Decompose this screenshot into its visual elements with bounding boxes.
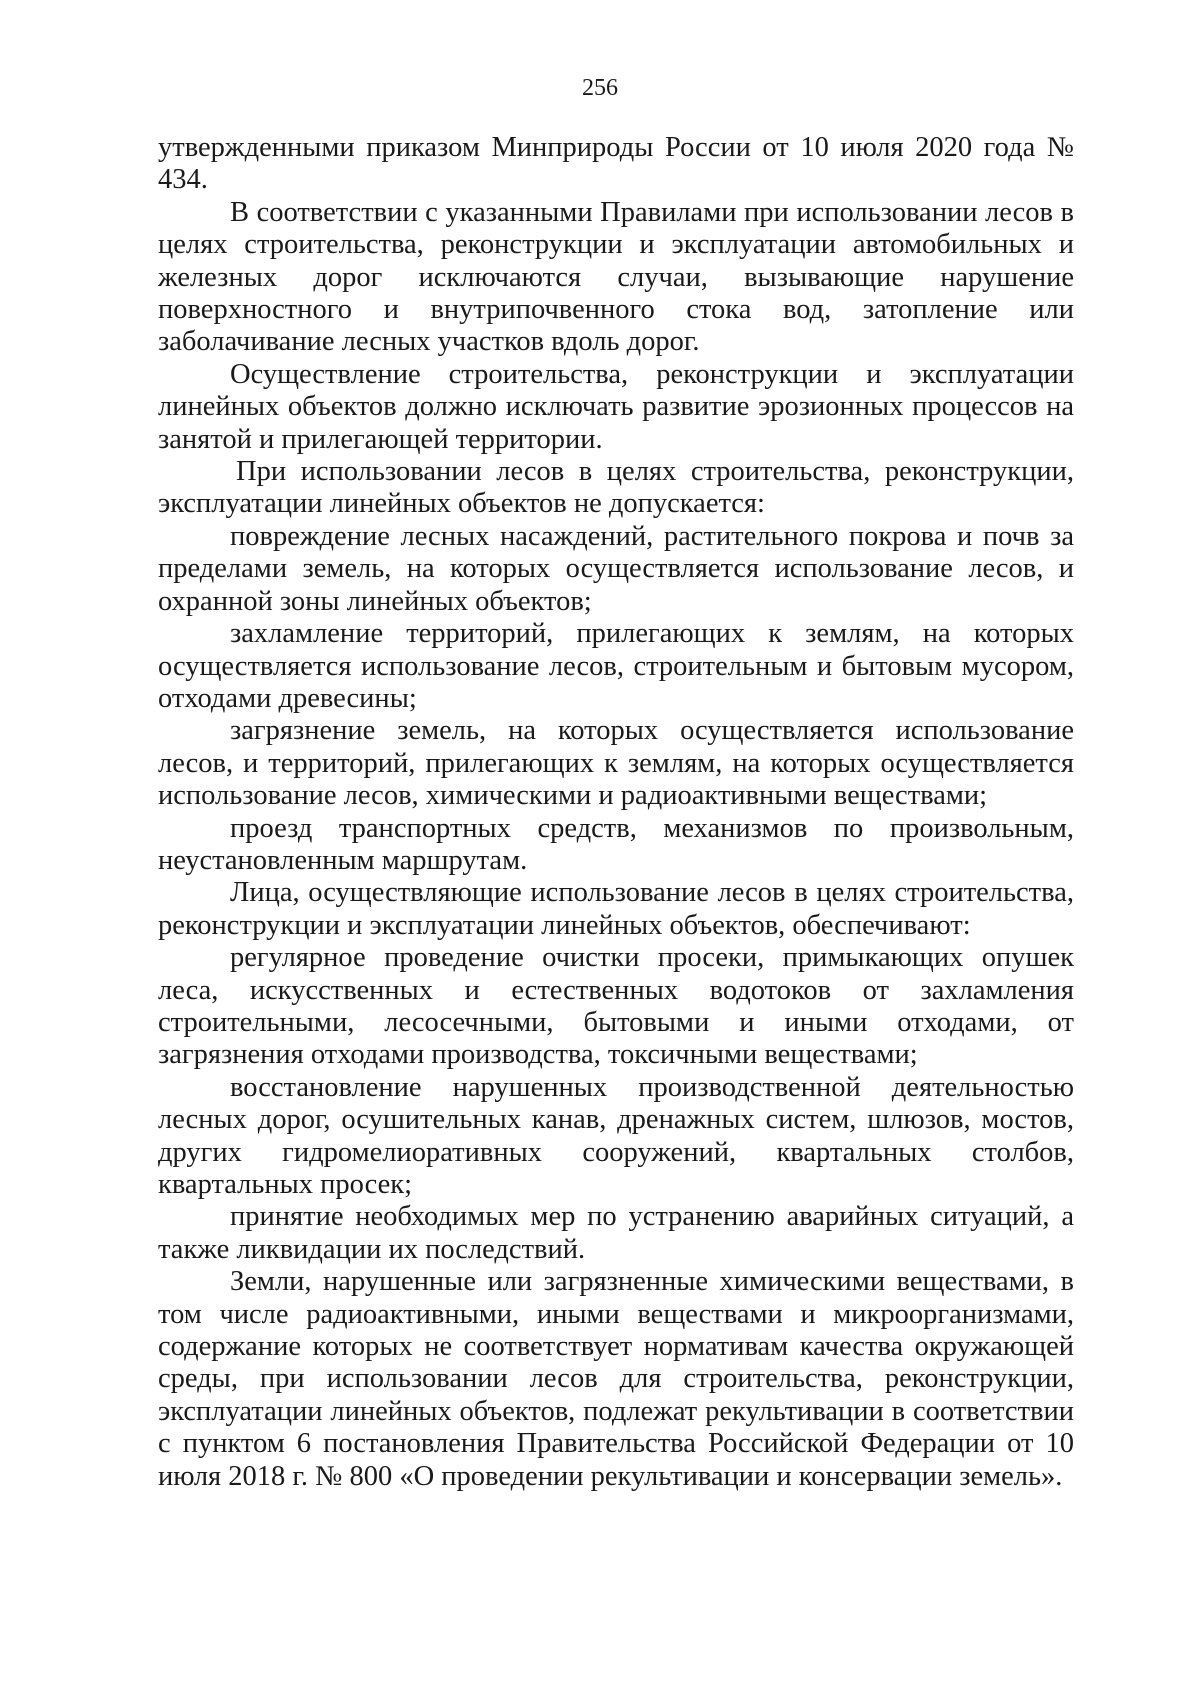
list-item: принятие необходимых мер по устранению аварийных ситуаций, а также ликвидации их последствий.: [158, 1201, 1074, 1265]
paragraph: Лица, осуществляющие использование лесов в целях строительства, реконструкции и эксплуатации линейных объектов, обеспечивают:: [158, 877, 1074, 941]
list-item: восстановление нарушенных производственной деятельностью лесных дорог, осушительных канав, дренажных систем, шлюзов, мостов, других гидромелиоративных сооружений, квартальных столбов, квартальных просек;: [158, 1071, 1074, 1200]
list-item: регулярное проведение очистки просеки, примыкающих опушек леса, искусственных и естественных водотоков от захламления строительными, лесосечными, бытовыми и иными отходами, от загрязнения отходами производства, токсичными веществами;: [158, 942, 1074, 1071]
paragraph: утвержденными приказом Минприроды России от 10 июля 2020 года № 434.: [158, 132, 1074, 196]
list-item: захламление территорий, прилегающих к землям, на которых осуществляется использование лесов, строительным и бытовым мусором, отходами древесины;: [158, 618, 1074, 714]
list-item: повреждение лесных насаждений, растительного покрова и почв за пределами земель, на которых осуществляется использование лесов, и охранной зоны линейных объектов;: [158, 520, 1074, 617]
list-item: загрязнение земель, на которых осуществляется использование лесов, и территорий, прилегающих к землям, на которых осуществляется использование лесов, химическими и радиоактивными веществами;: [158, 715, 1074, 812]
paragraph: Земли, нарушенные или загрязненные химическими веществами, в том числе радиоактивными, иными веществами и микроорганизмами, содержание которых не соответствует нормативам качества окружающей среды, при использовании лесов для строительства, реконструкции, эксплуатации линейных объектов, подлежат рекультивации в соответствии с пунктом 6 постановления Правительства Российской Федерации от 10 июля 2018 г. № 800 «О проведении рекультивации и консервации земель».: [158, 1266, 1074, 1492]
list-item: проезд транспортных средств, механизмов по произвольным, неустановленным маршрутам.: [158, 812, 1074, 876]
paragraph: Осуществление строительства, реконструкции и эксплуатации линейных объектов должно исключать развитие эрозионных процессов на занятой и прилегающей территории.: [158, 358, 1074, 455]
document-body: [158, 132, 1074, 1493]
paragraph: При использовании лесов в целях строительства, реконструкции, эксплуатации линейных объектов не допускается:: [158, 456, 1074, 520]
paragraph: В соответствии с указанными Правилами при использовании лесов в целях строительства, реконструкции и эксплуатации автомобильных и железных дорог исключаются случаи, вызывающие нарушение поверхностного и внутрипочвенного стока вод, затопление или заболачивание лесных участков вдоль дорог.: [158, 196, 1074, 358]
page-number: 256: [582, 75, 618, 101]
